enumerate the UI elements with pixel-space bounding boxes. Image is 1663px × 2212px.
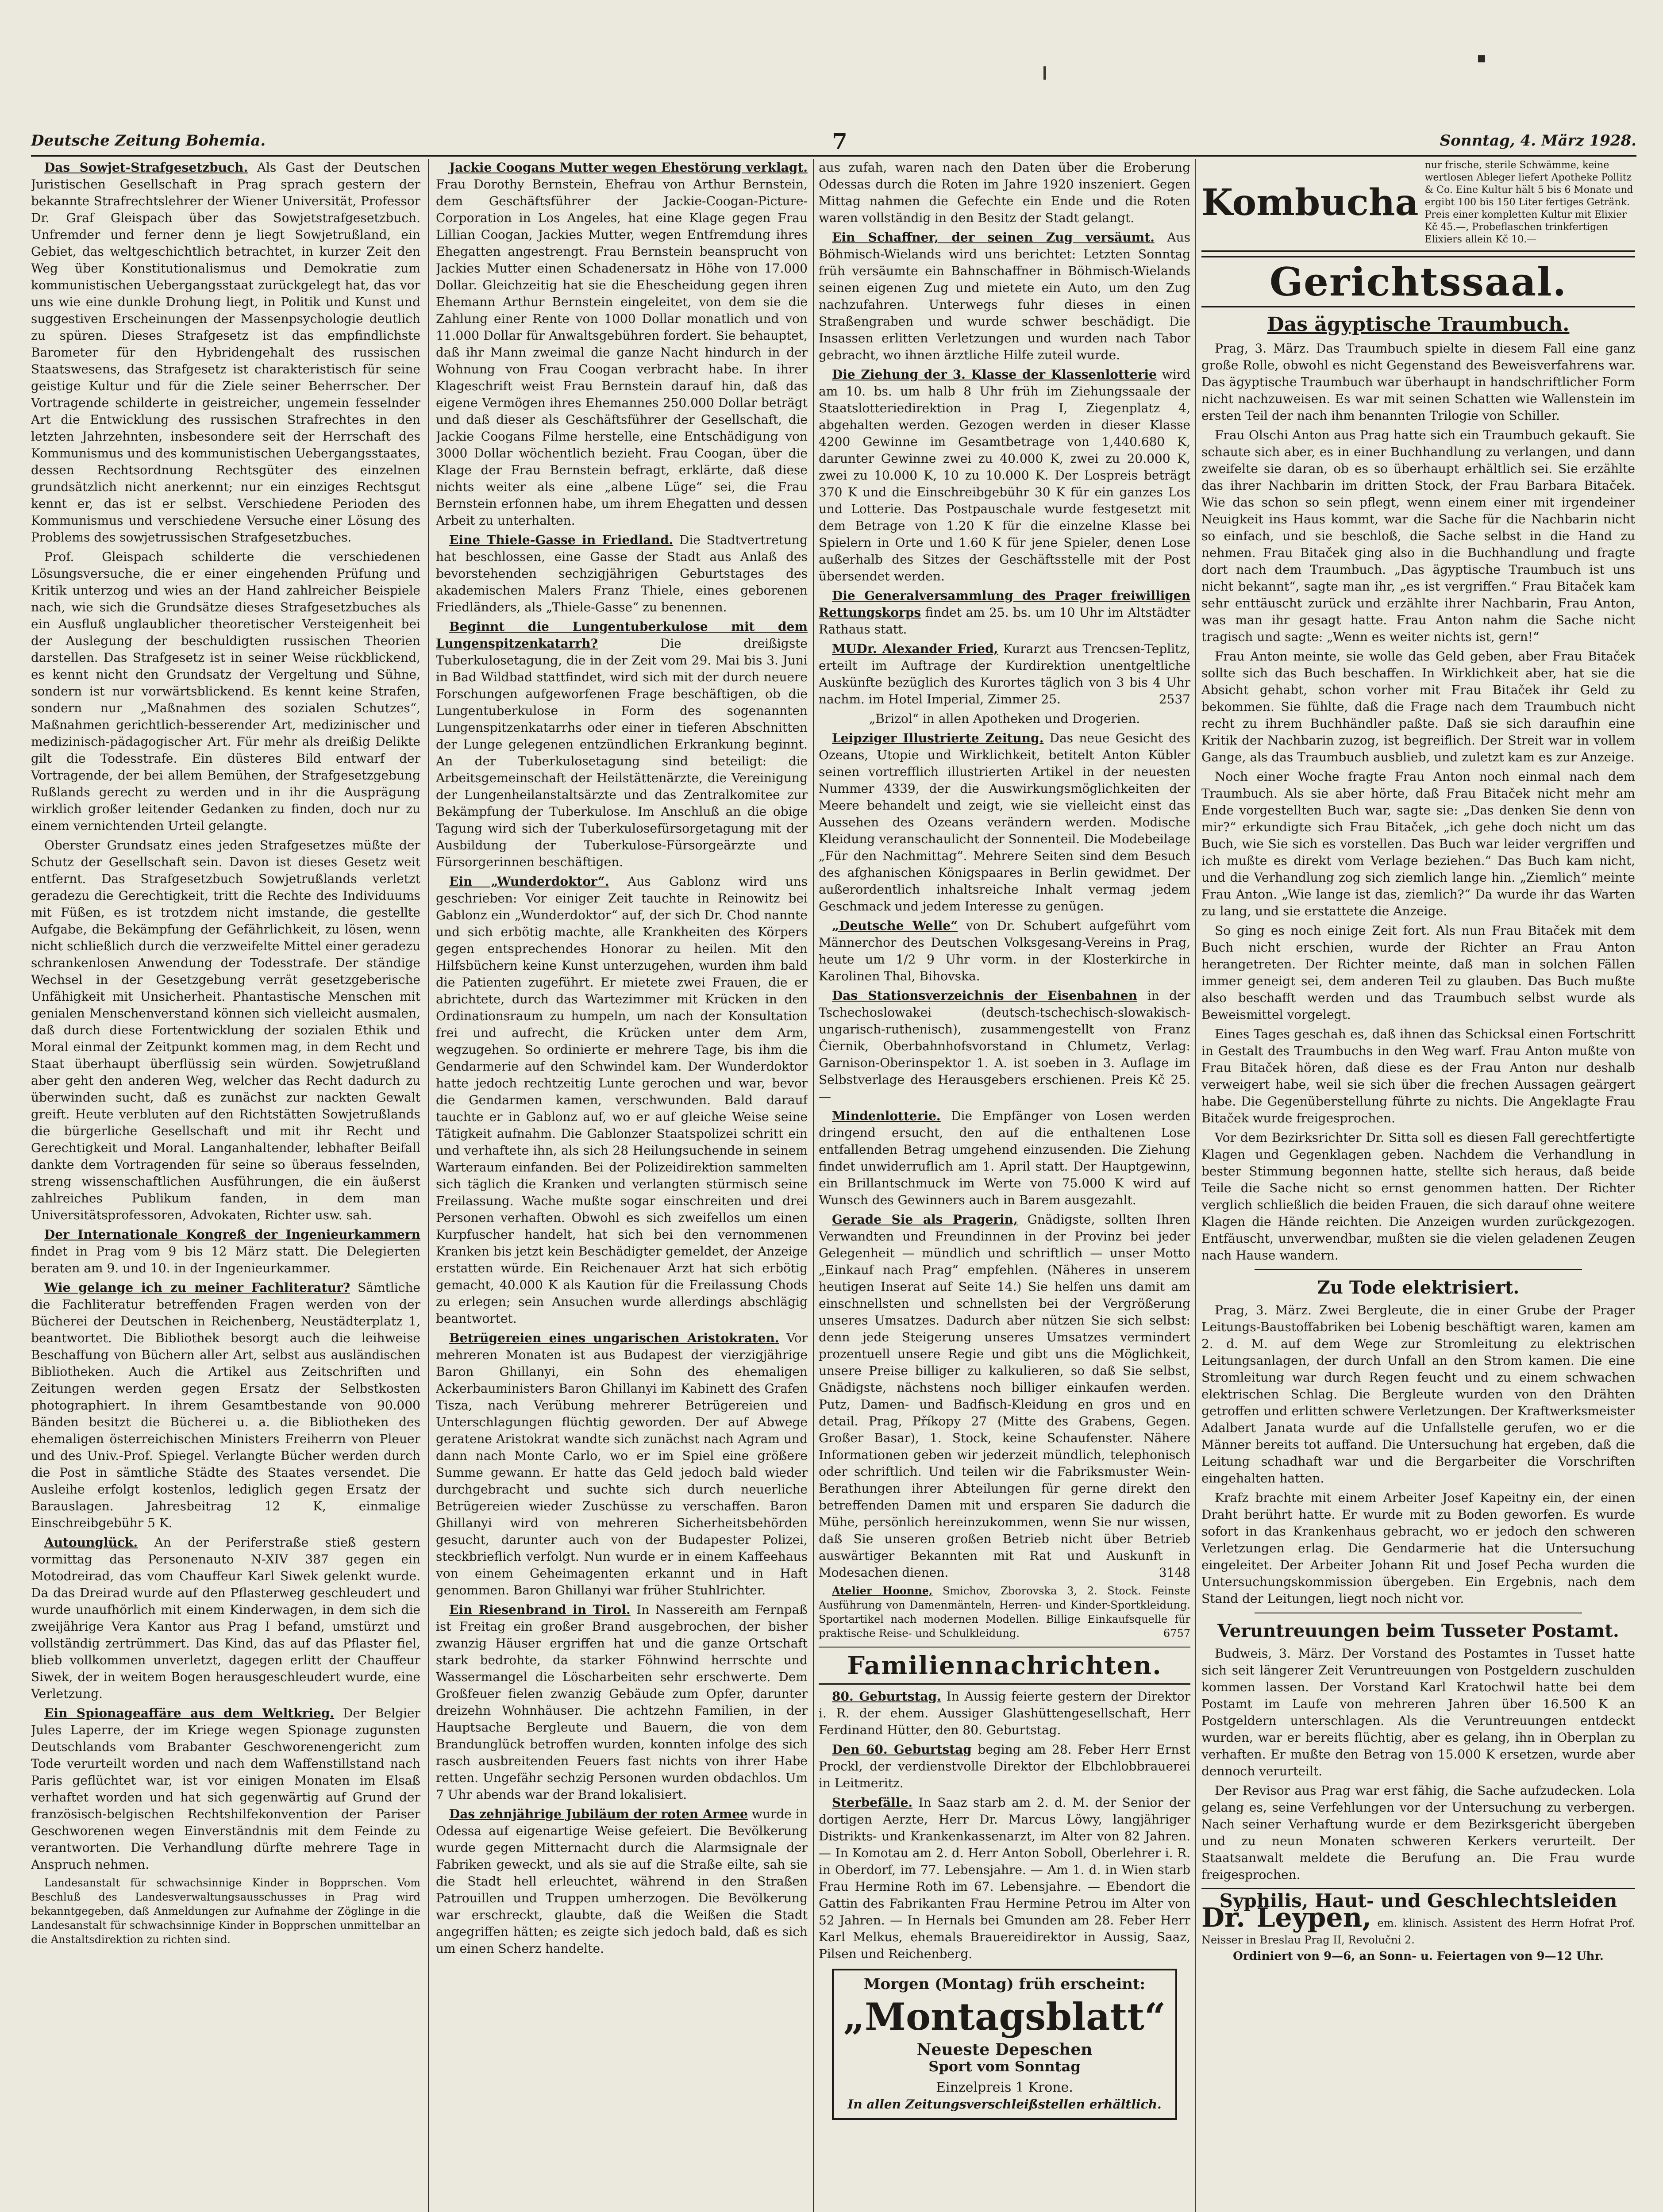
section-title-family: Familiennachrichten. <box>819 1647 1190 1685</box>
article-text: Der Revisor aus Prag war erst fähig, die Sache aufzudecken. Lola gelang es, seine Verfehlungen vor der Untersuchung zu verbergen. Nach seiner Verhaftung wurde er dem Bezirksgericht übergeben und zu neun Monaten schweren Kerkers verurteilt. Der Staatsanwalt meldete die Berufung an. Die Frau wurde freigesprochen. <box>1201 1783 1635 1882</box>
article <box>31 1226 420 1277</box>
article-headline: Leipziger Illustrierte Zeitung. <box>832 731 1044 745</box>
article <box>819 1108 1190 1209</box>
article <box>819 918 1190 985</box>
newspaper-name: Deutsche Zeitung Bohemia. <box>31 132 266 150</box>
article <box>436 1330 808 1599</box>
section-title-court: Gerichtssaal. <box>1201 256 1635 307</box>
article <box>436 1806 808 1957</box>
ad-title: „Montagsblatt“ <box>843 1995 1166 2039</box>
article <box>819 987 1190 1105</box>
notice-headline: Den 60. Geburtstag <box>832 1742 972 1757</box>
article-headline: Mindenlotterie. <box>832 1109 941 1123</box>
montagsblatt-ad <box>832 1969 1177 2120</box>
article-text: Frau Olschi Anton aus Prag hatte sich ein Traumbuch gekauft. Sie schaute sich aber, es in einer Buchhandlung zu verlangen, und dann zweifelte sie daran, ob es so überhaupt erhältlich sei. Sie erzählte das ihrer Nachbarin im dritten Stock, der Frau Barbara Bitaček. Wie das schon so sein pflegt, wenn einem einer mit irgendeiner Neuigkeit ins Haus kommt, war die Sache für die Nachbarin nicht so einfach, und sie beschloß, die Sache selbst in die Hand zu nehmen. Frau Bitaček ging also in die Buchhandlung und fragte dort nach dem Traumbuch. „Das ägyptische Traumbuch ist uns nicht bekannt“, sagte man ihr, „es ist vergriffen.“ Frau Bitaček kam sehr enttäuscht zurück und erzählte ihrer Nachbarin, Frau Anton, was man ihr gesagt hatte. Frau Anton nahm die Sache nicht tragisch und sagte: „Wenn es weiter nichts ist, gern!“ <box>1201 428 1635 644</box>
article <box>819 229 1190 364</box>
article-headline: Autounglück. <box>44 1535 138 1550</box>
ad-text: Kurarzt aus Trencsen-Teplitz, erteilt im Auftrage der Kurdirektion unentgeltliche Auskünfte bezüglich des Kurortes täglich von 3 bis 4 Uhr nachm. im Hotel Imperial, Zimmer 25. <box>819 641 1190 707</box>
notice-headline: 80. Geburtstag. <box>832 1689 941 1704</box>
ad-headline: Atelier Hoonne, <box>832 1584 933 1597</box>
article-headline: Veruntreuungen beim Tusseter Postamt. <box>1217 1621 1619 1641</box>
article <box>819 588 1190 638</box>
article <box>819 366 1190 585</box>
article-text: Krafz brachte mit einem Arbeiter Josef Kapeitny ein, der einen Draht berührt hatte. Er wurde mit zu Boden geworfen. Es wurde sofort in das Krankenhaus gebracht, wo er jedoch den schweren Verletzungen erlag. Die Gendarmerie hat die Untersuchung eingeleitet. Der Arbeiter Johann Rit und Josef Pecha wurden die Untersuchungskommission übergeben. Ein Ergebnis, nach dem Stand der Leitungen, liegt noch nicht vor. <box>1201 1490 1635 1606</box>
kombucha-ad <box>1201 159 1635 252</box>
page-number: 7 <box>832 128 847 154</box>
ad-text: nur frische, sterile Schwämme, keine wertlosen Ableger liefert Apotheke Pollitz & Co. Eine Kultur hält 5 bis 6 Monate und ergibt 100 bis 150 Liter fertiges Getränk. Preis einer kompletten Kultur mit Elixier Kč 45.—, Probeflaschen trinkfertigen Elixiers allein Kč 10.— <box>1424 160 1633 245</box>
advertisement <box>819 1211 1190 1581</box>
article <box>436 873 808 1327</box>
article <box>436 1601 808 1803</box>
print-mark <box>1043 66 1046 80</box>
article-text: Eines Tages geschah es, daß ihnen das Schicksal einen Fortschritt in Gestalt des Traumbuchs in den Weg warf. Frau Anton mußte von Frau Bitaček hören, daß diese es der Frau Anton nur deshalb verweigert habe, weil sie sich über die frechen Aussagen geärgert habe. Die Gegenüberstellung führte zu nichts. Die Angeklagte Frau Bitaček wurde freigesprochen. <box>1201 1027 1635 1125</box>
column-4 <box>1201 159 1635 2212</box>
family-notice <box>819 1794 1190 1962</box>
column-rule <box>1195 159 1196 2212</box>
article-text: Oberster Grundsatz eines jeden Strafgesetzes müßte der Schutz der Gesellschaft sein. Davon ist dieses Gesetz weit entfernt. Das Strafgesetzbuch Sowjetrußlands verletzt geradezu die Gerechtigkeit, tritt die Rechte des Individuums mit Füßen, es ist trotzdem nicht imstande, die gestellte Aufgabe, die Bekämpfung der Gefährlichkeit, zu lösen, wenn nicht schließlich durch die verzweifelte Mittel einer geradezu schrankenlosen Anwendung der Todesstrafe. Der ständige Wechsel in der Gesetzgebung verrät gesetzgeberische Unfähigkeit mit Unsicherheit. Phantastische Menschen mit genialen Menschenverstand können sich vielleicht ausmalen, daß durch diese Fortentwicklung der sozialen Ethik und Moral einmal der Zeitpunkt kommen mag, in dem Recht und Staat überhaupt überflüssig sein würden. Sowjetrußland aber geht den anderen Weg, welcher das Recht dadurch zu überwinden sucht, daß es zunächst zur nackten Gewalt greift. Heute verbluten auf den Richtstätten Sowjetrußlands die bürgerliche Gesellschaft und mit ihr Recht und Gerechtigkeit und Moral. Langanhaltender, lebhafter Beifall dankte dem Vortragenden für seine so überaus fesselnden, streng wissenschaftlichen Ausführungen, die ein äußerst zahlreiches Publikum fanden, in dem man Universitätsprofessoren, Advokaten, Richter usw. sah. <box>31 838 420 1222</box>
article-text: Frau Anton meinte, sie wolle das Geld geben, aber Frau Bitaček sollte sich das Buch beschaffen. In Wirklichkeit aber, hat sie die Absicht gehabt, schon vorher mit Frau Bitaček ihr Geld zu bekommen. Sie fühlte, daß die Frage nach dem Traumbuch nicht recht zu ihrem Buchhändler paßte. Daß sie sich daraufhin eine Kritik der Nachbarin zuzog, ist begreiflich. Der Streit war in vollem Gange, als das Traumbuch ausblieb, und zuletzt kam es zur Anzeige. <box>1201 649 1635 764</box>
column-2 <box>436 159 808 2212</box>
article-text: Aus Gablonz wird uns geschrieben: Vor einiger Zeit tauchte in Reinowitz bei Gablonz ein „Wunderdoktor“ auf, der sich Dr. Chod nannte und sich erbötig machte, alle Krankheiten des Körpers gegen entsprechendes Honorar zu heilen. Mit den Hilfsbüchern keine Kunst unterzugehen, wurden ihm bald die Patienten zugeführt. Er mietete zwei Frauen, die er abrichtete, durch das Wartezimmer mit Krücken in den Ordinationsraum zu humpeln, um nach der Konsultation frei und aufrecht, die Krücken unter dem Arm, wegzugehen. So ordinierte er mehrere Tage, bis ihm die Gendarmerie auf den Schwindel kam. Der Wunderdoktor hatte jedoch rechtzeitig Lunte gerochen und war, bevor die Gendarmen kamen, verschwunden. Bald darauf tauchte er in Gablonz auf, wo er auf gleiche Weise seine Tätigkeit aufnahm. Die Gablonzer Staatspolizei schritt ein und verhaftete ihn, als sich 28 Heilungsuchende in seinem Warteraum einfanden. Bei der Polizeidirektion sammelten sich täglich die Kranken und verlangten stürmisch seine Freilassung. Wache mußte sogar einschreiten und drei Personen verhaften. Obwohl es sich zweifellos um einen Kurpfuscher handelt, hat sich bei den vernommenen Kranken bis jetzt kein Beschädigter gemeldet, der Anzeige erstatten würde. Ein Reichenauer Arzt hat sich erbötig gemacht, 40.000 K als Kaution für die Freilassung Chods zu erlegen; sein Ansuchen wurde allerdings abschlägig beantwortet. <box>436 874 808 1326</box>
article-text: findet in Prag vom 9 bis 12 März statt. Die Delegierten beraten am 9. und 10. in der Ingenieurkammer. <box>31 1244 420 1275</box>
article-headline: Das Sowjet-Strafgesetzbuch. <box>44 160 248 175</box>
article-text: Noch einer Woche fragte Frau Anton noch einmal nach dem Traumbuch. Als sie aber hörte, daß Frau Bitaček nicht mehr am Ende vorgestellten Buch war, sagte sie: „Das denken Sie denn von mir?“ erkundigte sich Frau Bitaček, „ich gehe doch nicht um das Buch, wie Sie sich es vorstellen. Das Buch war leider vergriffen und ich mußte es direkt vom Verlage beziehen.“ Das Buch kam nicht, und die Verhandlung zog sich ziemlich lange hin. „Ziemlich“ meinte Frau Anton. „Wie lange ist das, ziemlich?“ Da wurde ihr das Warten zu lang, und sie erstattete die Anzeige. <box>1201 769 1635 918</box>
article-text: Budweis, 3. März. Der Vorstand des Postamtes in Tusset hatte sich seit längerer Zeit Veruntreuungen von Postgeldern zuschulden kommen lassen. Der Vorstand Karl Kratochwil hatte bei dem Postamt im Laufe von mehreren Jahren über 16.500 K an Postgeldern unterschlagen. Als die Veruntreuungen entdeckt wurden, war er bereits flüchtig, aber es gelang, ihn in Oberplan zu verhaften. Er mußte den Betrag von 15.000 K ersetzen, wurde aber dennoch verurteilt. <box>1201 1646 1635 1778</box>
article-text: Der Belgier Jules Laperre, der im Kriege wegen Spionage zugunsten Deutschlands vom Brabanter Geschworenengericht zum Tode verurteilt worden und nach dem Waffenstillstand nach Paris geflüchtet war, ist vor einigen Monaten im Elsaß verhaftet worden und hat sich gegenwärtig auf Grund der französisch-belgischen Rechtshilfekonvention der Pariser Geschworenen wegen Einverständnis mit dem Feinde zu verantworten. Die Verhandlung dürfte mehrere Tage in Anspruch nehmen. <box>31 1706 420 1872</box>
column-1 <box>31 159 420 2212</box>
ad-headline: Syphilis, Haut- und Geschlechtsleiden <box>1219 1890 1617 1912</box>
ad-number: 3148 <box>1159 1565 1190 1580</box>
advertisement <box>819 1584 1190 1640</box>
article-headline: Zu Tode elektrisiert. <box>1317 1277 1520 1298</box>
ad-name: MUDr. Alexander Fried, <box>832 641 998 656</box>
article <box>31 1534 420 1702</box>
article-headline: Betrügereien eines ungarischen Aristokraten. <box>449 1331 779 1345</box>
leypen-ad <box>1201 1888 1635 1965</box>
article-text: in der Tschechoslowakei (deutsch-tschechisch-slowakisch-ungarisch-ruthenisch), zusammengestellt von Franz Čiernik, Oberbahnhofsvorstand in Chlumetz, Verlag: Garnison-Oberinspektor 1. A. ist soeben in 3. Auflage im Selbstverlage des Herausgebers erschienen. Preis Kč 25.— <box>819 988 1190 1104</box>
ad-line: Neueste Depeschen <box>916 2040 1093 2059</box>
page-header <box>31 128 1636 157</box>
ad-address: em. klinisch. Assistent des Herrn Hofrat Prof. Neisser in Breslau Prag II, Revolučni 2. <box>1201 1917 1635 1946</box>
article-headline: Das Stationsverzeichnis der Eisenbahnen <box>832 988 1138 1003</box>
article-headline: Ein Schaffner, der seinen Zug versäumt. <box>832 230 1155 245</box>
article-text: An der Periferstraße stieß gestern vormittag das Personenauto N-XIV 387 gegen ein Motodreirad, das vom Chauffeur Karl Siwek gelenkt wurde. Da das Dreirad wurde auf den Pflasterweg geschleudert und wurde unaufhörlich mit einem Kinderwagen, in dem sich die zweijährige Vera Kantor aus Prag I befand, umstürzt und vollständig zertrümmert. Das Kind, das auf das Pflaster fiel, blieb vollkommen unverletzt, dagegen erlitt der Chauffeur Siwek, der in weitem Bogen herausgeschleudert wurde, eine Verletzung. <box>31 1535 420 1701</box>
notice-text: Landesanstalt für schwachsinnige Kinder in Bopprschen. Vom Beschluß des Landesverwaltungsausschusses in Prag wird bekanntgegeben, daß Anmeldungen zur Aufnahme der Zöglinge in die Landesanstalt für schwachsinnige Kinder in Bopprschen unmittelbar an die Anstaltsdirektion zu richten sind. <box>31 1877 420 1946</box>
article-text: findet am 25. bs. um 10 Uhr im Altstädter Rathaus statt. <box>819 605 1190 637</box>
article-text: In Nassereith am Fernpaß ist Freitag ein großer Brand ausgebrochen, der bisher zwanzig Häuser ergriffen hat und die ganze Ortschaft stark bedrohte, da starker Föhnwind herrschte und Wassermangel die Löscharbeiten sehr erschwerte. Dem Großfeuer fielen zwanzig Gebäude zum Opfer, darunter dreizehn Wohnhäuser. Die achtzehn Familien, in der Hauptsache Bergleute und Bauern, die von dem Brandunglück betroffen wurden, konnten infolge des sich rasch ausbreitenden Feuers fast nichts von ihrer Habe retten. Ungefähr sechzig Personen wurden obdachlos. Um 7 Uhr abends war der Brand lokalisiert. <box>436 1602 808 1802</box>
article-text: Die Stadtvertretung hat beschlossen, eine Gasse der Stadt aus Anlaß des bevorstehenden sechzigjährigen Geburtstages des akademischen Malers Franz Thiele, eines geborenen Friedländers, als „Thiele-Gasse“ zu benennen. <box>436 533 808 614</box>
article <box>31 1279 420 1532</box>
article-text: Aus Böhmisch-Wielands wird uns berichtet: Letzten Sonntag früh versäumte ein Bahnschaffner in Böhmisch-Wielands seinen eigenen Zug und mietete ein Auto, um den Zug nachzufahren. Unterwegs fuhr dieses in einen Straßengraben und wurde schwer beschädigt. Die Insassen erlitten Verletzungen und wurden nach Tabor gebracht, wo ihnen ärztliche Hilfe zuteil wurde. <box>819 230 1190 362</box>
notice-text: In Aussig feierte gestern der Direktor i. R. der ehem. Aussiger Glashüttengesellschaft, Herr Ferdinand Hütter, den 80. Geburtstag. <box>819 1689 1190 1737</box>
ad-headline: Gerade Sie als Pragerin, <box>832 1212 1018 1227</box>
article-text: Prof. Gleispach schilderte die verschiedenen Lösungsversuche, die er einer eingehenden Prüfung und Kritik unterzog und wies an der Hand zahlreicher Beispiele nach, wie sich die Grundsätze dieses Strafgesetzbuches als ein Ausfluß unglaublicher theoretischer Versteigenheit bei der Auslegung der beschuldigten russischen Theorien darstellen. Das Strafgesetz ist in seiner Weise rückblickend, es kennt nicht den Grundsatz der Vergeltung und Sühne, sondern ist nur vorwärtsblickend. Es kennt keine Strafen, sondern nur „Maßnahmen des sozialen Schutzes“, Maßnahmen gerichtlich-besserender Art, medizinischer und medizinisch-pädagogischer Art. Für mehr als dreißig Delikte gilt die Todesstrafe. Ein düsteres Bild entwarf der Vortragende, der bei allem Bemühen, der Strafgesetzgebung Rußlands gerecht zu werden und in ihr die Ausprägung wirklich großer leitender Gedanken zu finden, doch nur zu einem vernichtenden Urteil gelangte. <box>31 549 420 833</box>
article-text: wird am 10. bs. um halb 8 Uhr früh im Ziehungssaale der Staatslotteriedirektion in Prag I, Ziegenplatz 4, abgehalten werden. Gezogen werden in dieser Klasse 4200 Gewinne im Gesamtbetrage von 1,440.680 K, darunter Gewinne zwei zu 40.000 K, zwei zu 20.000 K, zwei zu 10.000 K, 10 zu 10.000 K. Der Lospreis beträgt 370 K und die Einschreibgebühr 30 K für ein ganzes Los und Lotterie. Das Postpauschale wurde festgesetzt mit dem Betrage von 1.20 K für die einzelne Klasse bei Spielern in Orte und 1.60 K für jene Spieler, denen Lose außerhalb des Sitzes der Geschäftsstelle mit der Post übersendet werden. <box>819 367 1190 584</box>
article-text: So ging es noch einige Zeit fort. Als nun Frau Bitaček mit dem Buch nicht erschien, wurde der Richter an Frau Anton herangetreten. Der Richter meinte, daß man in solchen Fällen immer geneigt sei, dem anderen Teil zu glauben. Das Buch mußte also beschafft werden und das Traumbuch selbst wurde als Beweismittel vorgelegt. <box>1201 923 1635 1022</box>
article-headline: Beginnt die Lungentuberkulose mit dem Lungenspitzenkatarrh? <box>436 619 808 651</box>
article <box>31 159 420 546</box>
ad-kicker: Morgen (Montag) früh erscheint: <box>863 1975 1146 1993</box>
article-text: Sämtliche die Fachliteratur betreffenden Fragen werden von der Bücherei der Deutschen in Reichenberg, Neustädterplatz 1, beantwortet. Die Bibliothek besorgt auch die leihweise Beschaffung von Büchern aller Art, selbst aus ausländischen Bibliotheken. Auch die Artikel aus Zeitschriften und Zeitungen werden gegen Ersatz der Selbstkosten photographiert. In ihrem Gesamtbestande von 90.000 Bänden besitzt die Bücherei u. a. die Bibliotheken des ehemaligen österreichischen Ministers Freiherrn von Pleuer und des Univ.-Prof. Spiegel. Verlangte Bücher werden durch die Post in sämtliche Städte des Staates versendet. Die Ausleihe erfolgt kostenlos, lediglich gegen Ersatz der Barauslagen. Jahresbeitrag 12 K, einmalige Einschreibgebühr 5 K. <box>31 1280 420 1530</box>
ad-name: Dr. Leypen, <box>1201 1902 1372 1933</box>
notice-headline: Sterbefälle. <box>832 1795 913 1810</box>
article-headline: Der Internationale Kongreß der Ingenieurkammern <box>44 1227 420 1242</box>
article-text: von Dr. Schubert aufgeführt vom Männerchor des Deutschen Volksgesang-Vereins in Prag, heute um 1/2 9 Uhr vorm. in der Klosterkirche in Karolinen Thal, Bihovska. <box>819 918 1190 983</box>
article-headline: Wie gelange ich zu meiner Fachliteratur? <box>44 1280 350 1295</box>
article-headline: Ein Spionageaffäre aus dem Weltkrieg. <box>44 1706 335 1720</box>
family-notice <box>819 1688 1190 1739</box>
article-text: Prag, 3. März. Zwei Bergleute, die in einer Grube der Prager Leitungs-Baustoffabriken bei Lobenig beschäftigt waren, kamen am 2. d. M. auf dem Wege zur Stromleitung zu elektrischen Leitungsanlagen, der durch Unfall an den Strom kamen. Die eine Stromleitung war durch Regen feucht und zu einem schwachen elektrischen Schlag. Die Bergleute wurden von den Drähten getroffen und erlitten schwere Verletzungen. Der Kraftwerksmeister Adalbert Janata wurde auf die Unfallstelle gerufen, wo er die Männer bereits tot auffand. Die Untersuchung hat ergeben, daß die Leitung schadhaft war und die Bergarbeiter die Vorschriften eingehalten hatten. <box>1201 1303 1635 1486</box>
article-headline: Das zehnjährige Jubiläum der roten Armee <box>449 1807 748 1821</box>
issue-date: Sonntag, 4. März 1928. <box>1440 132 1636 150</box>
punch-hole <box>1478 55 1485 62</box>
ad-line: Sport vom Sonntag <box>928 2058 1081 2075</box>
article-text: Das neue Gesicht des Ozeans, Utopie und Wirklichkeit, betitelt Anton Kübler seinen vortrefflich illustrierten Artikel in der neuesten Nummer 4339, der die Auswirkungsmöglichkeiten der Meere behandelt und zeigt, wie sie vielleicht einst das Aussehen des Ozeans verändern werden. Modische Kleidung veranschaulicht der Sonnenteil. Die Modebeilage „Für den Nachmittag“. Mehrere Seiten sind dem Besuch des afghanischen Königspaares in Berlin gewidmet. Der außerordentlich inhaltsreiche Inhalt vermag jedem Geschmack und jedem Interesse zu genügen. <box>819 731 1190 914</box>
article-headline: „Deutsche Welle“ <box>832 918 958 933</box>
article <box>31 1705 420 1873</box>
article-text: Frau Dorothy Bernstein, Ehefrau von Arthur Bernstein, dem Geschäftsführer der Jackie-Coogan-Picture-Corporation in Los Angeles, hat eine Klage gegen Frau Lillian Coogan, Jackies Mutter, wegen Entfremdung ihres Ehegatten angestrengt. Frau Bernstein beansprucht von Jackies Mutter einen Schadenersatz in Höhe von 17.000 Dollar. Gleichzeitig hat sie die Ehescheidung gegen ihren Ehemann Arthur Bernstein eingeleitet, von dem sie die Zahlung einer Rente von 1000 Dollar monatlich und von 11.000 Dollar für Anwaltsgebühren fordert. Sie behauptet, daß ihr Mann zweimal die ganze Nacht hindurch in der Wohnung von Frau Coogan verbracht habe. In ihrer Klageschrift weist Frau Bernstein darauf hin, daß das eigene Vermögen ihres Ehemannes 250.000 Dollar beträgt und daß dieser als Geschäftsführer der Gesellschaft, die Jackie Coogans Filme herstelle, eine Entschädigung von 3000 Dollar wöchentlich bezieht. Frau Coogan, über die Klage der Frau Bernstein befragt, erklärte, daß diese nichts weiter als eine „albene Lüge“ sei, die Frau Bernstein erfonnen habe, um ihrem Ehegatten und dessen Arbeit zu unterhalten. <box>436 177 808 528</box>
article-text: Die dreißigste Tuberkulosetagung, die in der Zeit vom 29. Mai bis 3. Juni in Bad Wildbad stattfindet, wird sich mit der durch neuere Forschungen aufgeworfenen Frage beschäftigen, ob die Lungentuberkulose in Form des sogenannten Lungenspitzenkatarrhs oder einer in tieferen Abschnitten der Lunge gelegenen entzündlichen Erkrankung beginnt. An der Tuberkulosetagung sind beteiligt: die Arbeitsgemeinschaft der Heilstättenärzte, die Vereinigung der Lungenheilanstaltsärzte und das Zentralkomitee zur Bekämpfung der Tuberkulose. Im Anschluß an die obige Tagung wird sich der Tuberkulosefürsorgetagung mit der Ausbildung der Tuberkulose-Fürsorgeärzte und Fürsorgerinnen beschäftigen. <box>436 636 808 869</box>
ad-text: Smichov, Zborovska 3, 2. Stock. Feinste Ausführung von Damenmänteln, Herren- und Kinder-Sportkleidung. Sportartikel nach modernen Modellen. Billige Einkaufsquelle für praktische Reise- und Schulkleidung. <box>819 1585 1190 1640</box>
article <box>436 618 808 871</box>
notice-text: beging am 28. Feber Herr Ernst Prockl, der verdienstvolle Direktor der Elbchlobbrauerei in Leitmeritz. <box>819 1742 1190 1790</box>
advertisement <box>819 641 1190 708</box>
column-rule <box>813 159 814 2212</box>
article-text: Vor dem Bezirksrichter Dr. Sitta soll es diesen Fall gerechtfertigte Klagen und Gegenklagen geben. Nachdem die Verhandlung in bester Stimmung begonnen hatte, stellte sich heraus, daß beide Teile die Sache nicht so ernst genommen hatten. Der Richter verglich schließlich die beiden Frauen, die sich darauf ohne weitere Klagen die Hände reichten. Die Anzeigen wurden zurückgezogen. Entfäuscht, unverwendbar, mußten sie die vielen geladenen Zeugen nach Hause wandern. <box>1201 1130 1635 1263</box>
article-text: Vor mehreren Monaten ist aus Budapest der vierzigjährige Baron Ghillanyi, ein Sohn des ehemaligen Ackerbauministers Baron Ghillanyi im Kabinett des Grafen Tisza, nach Verübung mehrerer Betrügereien und Unterschlagungen flüchtig geworden. Der auf Abwege geratene Aristokrat wandte sich zunächst nach Agram und dann nach Monte Carlo, wo er im Spiel eine größere Summe gewann. Er hatte das Geld jedoch bald wieder durchgebracht und suchte sich durch neuerliche Betrügereien wieder Zuschüsse zu verschaffen. Baron Ghillanyi wird von mehreren Sicherheitsbehörden gesucht, darunter auch von der Budapester Polizei, steckbrieflich verfolgt. Nun wurde er in einem Kaffeehaus von einem Geheimagenten erkannt und in Haft genommen. Baron Ghillanyi war früher Stuhlrichter. <box>436 1331 808 1598</box>
article-headline: Ein Riesenbrand in Tirol. <box>449 1602 631 1617</box>
article-text: Prag, 3. März. Das Traumbuch spielte in diesem Fall eine ganz große Rolle, obwohl es nicht Gegenstand des Beweisverfahrens war. Das ägyptische Traumbuch war überhaupt in handschriftlicher Form nicht nachzuweisen. Es war mit seinen Schatten wie Wallenstein im ersten Teil der nach ihm benannten Trilogie von Schiller. <box>1201 341 1635 423</box>
article-headline: Die Generalversammlung des Prager freiwilligen Rettungskorps <box>819 588 1190 620</box>
notice-text: In Saaz starb am 2. d. M. der Senior der dortigen Aerzte, Herr Dr. Marcus Löwy, langjähriger Distrikts- und Krankenkassenarzt, im Alter von 82 Jahren. — In Komotau am 2. d. Herr Anton Soboll, Oberlehrer i. R. in Oberdorf, im 77. Lebensjahre. — Am 1. d. in Wien starb Frau Hermine Roth im 67. Lebensjahre. — Ebendort die Gattin des Fabrikanten Frau Hermine Petrou im Alter von 52 Jahren. — In Hernals bei Gmunden am 28. Feber Herr Karl Melkus, ehemals Brauereidirektor in Aussig, Saaz, Pilsen und Reichenberg. <box>819 1795 1190 1961</box>
article-text: Als Gast der Deutschen Juristischen Gesellschaft in Prag sprach gestern der bekannte Strafrechtslehrer der Wiener Universität, Professor Dr. Graf Gleispach über das Sowjetstrafgesetzbuch. Unfremder und ferner denn je liegt Sowjetrußland, ein Gebiet, das weltgeschichtlich betrachtet, in kurzer Zeit den Weg über Konstitutionalismus und Demokratie zum kommunistischen Uebergangsstaat zurückgelegt hat, das vor uns wie eine dunkle Drohung liegt, in Politik und Kunst und suggestiven Erscheinungen der Massenpsychologie deutlich zu spüren. Dieses Strafgesetz ist das empfindlichste Barometer für den Hybridengehalt des russischen Staatswesens, das Strafgesetz ist charakteristisch für seine geistige Kultur und für die Ziele seiner Beherrscher. Der Vortragende schilderte in geistreicher, ungemein fesselnder Art die Entwicklung des russischen Strafrechtes in den letzten Jahrzehnten, insbesondere seit der Herrschaft des Kommunismus und des kommunistischen Uebergangsstaates, dessen Rechtsordnung Rechtsgüter des einzelnen grundsätzlich nicht anerkennt; nur ein einziges Rechtsgut kennt er, das ist er selbst. Verschiedene Perioden des Kommunismus und verschiedene Versuche einer Lösung des Problems des sowjetrussischen Strafgesetzbuches. <box>31 160 420 545</box>
family-notice <box>819 1741 1190 1792</box>
ad-hours: Ordiniert von 9—6, an Sonn- u. Feiertagen von 9—12 Uhr. <box>1233 1950 1604 1963</box>
article-headline: Die Ziehung der 3. Klasse der Klassenlotterie <box>832 367 1157 382</box>
article-text: wurde in Odessa auf eigenartige Weise gefeiert. Die Bevölkerung wurde gegen Mitternacht durch die Alarmsignale der Fabriken geweckt, und als sie auf die Straße eilte, sah sie die Stadt hell erleuchtet, während in den Straßen Patrouillen und Truppen umherzogen. Die Bevölkerung war erschreckt, glaubte, daß die Weißen die Stadt angegriffen hätten; es zeigte sich jedoch bald, daß es sich um einen Scherz handelte. <box>436 1807 808 1956</box>
column-rule <box>428 159 429 2212</box>
ad-text: Gnädigste, sollten Ihren Verwandten und Freundinnen in der Provinz bei jeder Gelegenheit — mündlich und schriftlich — unser Motto „Einkauf nach Prag“ empfehlen. (Näheres in unserem heutigen Inserat auf Seite 14.) Sie helfen uns damit am einschnellsten und schnellsten bei der Vergrößerung unseres Umsatzes. Dadurch aber nützen Sie sich selbst: denn jede Steigerung unseres Umsatzes vermindert prozentuell unsere Regie und gibt uns die Möglichkeit, unsere Preise billiger zu kalkulieren, so daß Sie selbst, Gnädigste, nächstens noch billiger einkaufen werden. Putz, Damen- und Badfisch-Kleidung en gros und en detail. Prag, Příkopy 27 (Mitte des Grabens, Gegen. Großer Basar), 1. Stock, keine Schaufenster. Nähere Informationen geben wir jederzeit mündlich, telephonisch oder schriftlich. Und teilen wir die Fabriksmuster Wein-Berathungen ihrer Abteilungen für gerne direkt den betreffenden Damen mit und ersparen Sie dadurch die Mühe, persönlich hereinzukommen, wenn Sie nur wissen, daß Sie unseren großen Betrieb nicht über Betrieb auswärtiger Bekannten mit Rat und Auskunft in Modesachen dienen. <box>819 1212 1190 1580</box>
ad-footer: In allen Zeitungsverschleißstellen erhältlich. <box>847 2097 1162 2112</box>
article-headline: Das ägyptische Traumbuch. <box>1267 313 1570 336</box>
article-headline: Jackie Coogans Mutter wegen Ehestörung verklagt. <box>449 160 808 175</box>
article <box>436 532 808 616</box>
ad-title: Kombucha <box>1201 181 1419 224</box>
ad-number: 2537 <box>1159 692 1190 707</box>
column-3 <box>819 159 1190 2212</box>
ad-number: 6757 <box>1163 1627 1190 1640</box>
article-text: aus zufah, waren nach den Daten über die Eroberung Odessas durch die Roten im Jahre 1920 inszeniert. Gegen Mittag nahmen die Gefechte ein Ende und die Roten waren vollständig in den Besitz der Stadt gelangt. <box>819 160 1190 225</box>
divider <box>1255 1269 1582 1270</box>
article <box>819 730 1190 915</box>
article-text: Die Empfänger von Losen werden dringend ersucht, den auf die enthaltenen Lose entfallenden Betrag umgehend einzusenden. Die Ziehung findet unwiderruflich am 1. April statt. Der Hauptgewinn, ein Brillantschmuck im Werte von 75.000 K wird auf Wunsch des Gewinners auch in Barem ausgezahlt. <box>819 1109 1190 1207</box>
article-headline: Eine Thiele-Gasse in Friedland. <box>449 533 674 547</box>
article-headline: Ein „Wunderdoktor“. <box>449 874 609 889</box>
ad-text: „Brizol“ in allen Apotheken und Drogerien. <box>869 711 1140 726</box>
article <box>436 159 808 529</box>
ad-price: Einzelpreis 1 Krone. <box>936 2080 1073 2095</box>
